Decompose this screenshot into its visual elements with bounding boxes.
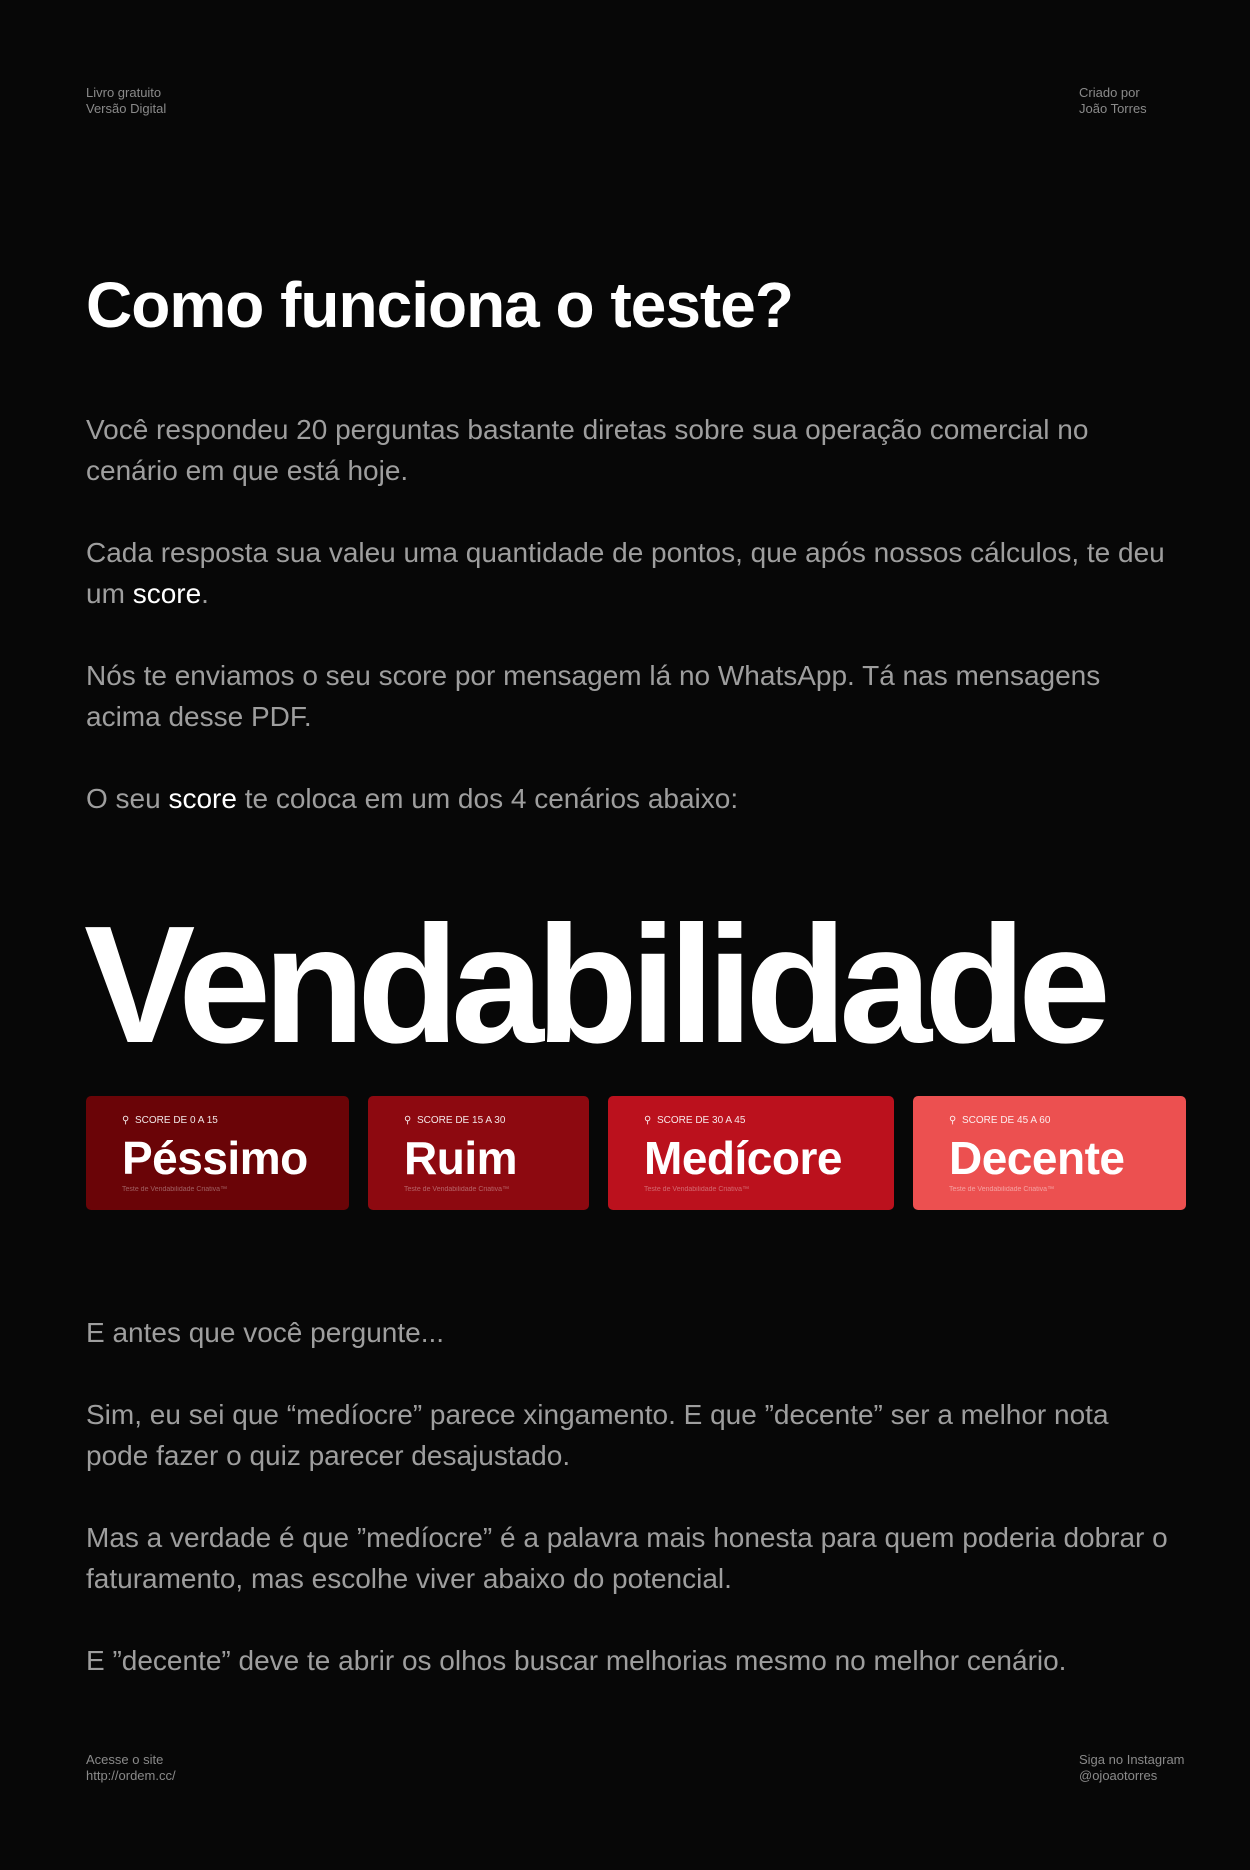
scenario-range: [949, 1115, 1050, 1127]
outro-paragraph-3: Mas a verdade é que ”medíocre” é a palavra mais honesta para quem poderia dobrar o faturamento, mas escolhe viver abaixo do potencial.: [86, 1522, 1168, 1594]
scenario-range-text: SCORE DE 30 A 45: [657, 1115, 746, 1126]
score-highlight: score: [132, 578, 202, 609]
footer-site-label: Acesse o site: [86, 1752, 164, 1767]
footer-instagram-label: Siga no Instagram: [1079, 1752, 1185, 1767]
scenario-card-pessimo: [86, 1096, 349, 1210]
intro-paragraph-4-end: te coloca em um dos 4 cenários abaixo:: [236, 783, 739, 814]
scenario-footer: Teste de Vendabilidade Criativa™: [949, 1186, 1055, 1193]
outro-paragraph-2: Sim, eu sei que “medíocre” parece xingamento. E que ”decente” ser a melhor nota pode fazer o quiz parecer desajustado.: [86, 1399, 1109, 1471]
scenario-footer: Teste de Vendabilidade Criativa™: [122, 1186, 228, 1193]
footer-right: [1079, 1752, 1185, 1784]
intro-paragraph-3: Nós te enviamos o seu score por mensagem lá no WhatsApp. Tá nas mensagens acima desse PDF.: [86, 660, 1101, 732]
header-left-line1: Livro gratuito: [86, 85, 162, 100]
footer-instagram-handle[interactable]: @ojoaotorres: [1079, 1768, 1158, 1783]
header-left-line2: Versão Digital: [86, 101, 167, 116]
outro-paragraph-4: E ”decente” deve te abrir os olhos buscar melhorias mesmo no melhor cenário.: [86, 1645, 1067, 1676]
footer-site-link[interactable]: http://ordem.cc/: [86, 1768, 176, 1783]
scenario-range-text: SCORE DE 45 A 60: [962, 1115, 1051, 1126]
intro-paragraph-2-end: .: [201, 578, 209, 609]
scenario-footer: Teste de Vendabilidade Criativa™: [644, 1186, 750, 1193]
scenario-name: Decente: [949, 1132, 1125, 1184]
page-title: Como funciona o teste?: [86, 269, 793, 341]
scenario-name: Medícore: [644, 1132, 842, 1184]
medal-icon: ⚲: [404, 1115, 412, 1126]
medal-icon: ⚲: [644, 1115, 652, 1126]
scenario-name: Ruim: [404, 1132, 517, 1184]
scenario-card-decente: [913, 1096, 1186, 1210]
scenario-card-medicore: [608, 1096, 894, 1210]
scenario-footer: Teste de Vendabilidade Criativa™: [404, 1186, 510, 1193]
footer-left: [86, 1752, 176, 1784]
scenario-range-text: SCORE DE 0 A 15: [135, 1115, 218, 1126]
scenario-card-ruim: [368, 1096, 589, 1210]
intro-paragraph-4-text: O seu: [86, 783, 169, 814]
header-right: [1079, 85, 1147, 117]
scenario-range: [404, 1115, 505, 1127]
scenario-range-text: SCORE DE 15 A 30: [417, 1115, 506, 1126]
scenario-range: [644, 1115, 745, 1127]
header-right-line1: Criado por: [1079, 85, 1140, 100]
brand-word: Vendabilidade: [84, 892, 1103, 1078]
intro-paragraph-4: [86, 778, 1176, 819]
intro-paragraph-1: Você respondeu 20 perguntas bastante diretas sobre sua operação comercial no cenário em que está hoje.: [86, 414, 1089, 486]
outro-paragraph-1: E antes que você pergunte...: [86, 1317, 445, 1348]
scenario-range: [122, 1115, 218, 1127]
header-right-line2: João Torres: [1079, 101, 1147, 116]
score-highlight-2: score: [168, 783, 237, 814]
medal-icon: ⚲: [949, 1115, 957, 1126]
scenario-name: Péssimo: [122, 1132, 308, 1184]
header-left: [86, 85, 166, 117]
intro-paragraph-2-text: Cada resposta sua valeu uma quantidade de pontos, que após nossos cálculos, te deu um: [86, 537, 1165, 609]
medal-icon: ⚲: [122, 1115, 130, 1126]
intro-paragraph-2: [86, 532, 1176, 614]
